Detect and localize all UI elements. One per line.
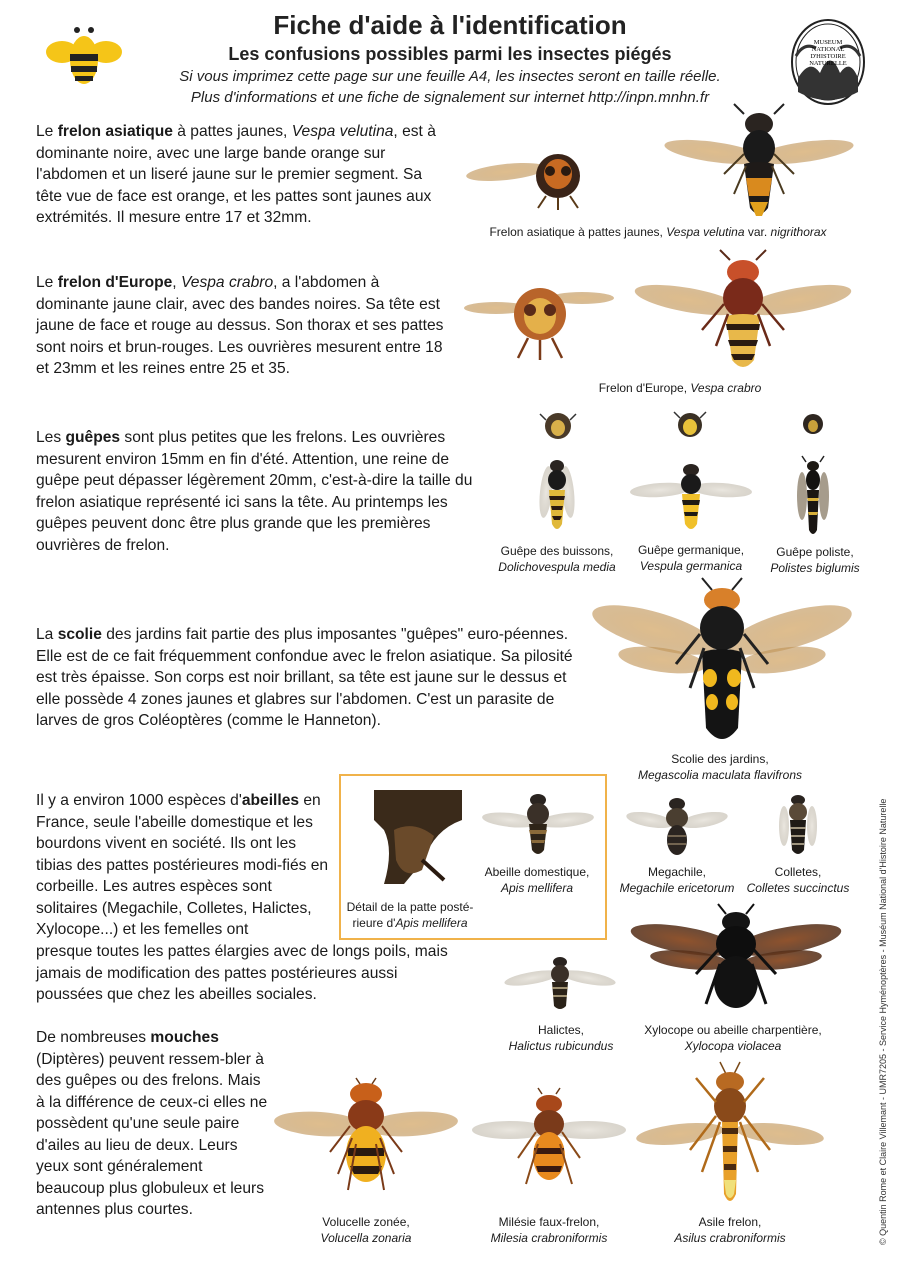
- scolia-paragraph: La scolie des jardins fait partie des plus imposantes "guêpes" euro-péennes. Elle est de ce fait fréquemment confondue avec le frelon asiatique. Sa pilosité est très épaisse. Son corps est noir brillant, sa tête est jaune sur le dessus et elle possède 4 zones jaunes et glabres sur l'abdomen. C'est un parasite de larves de gros Coléoptères (comme le Hanneton).: [36, 626, 573, 729]
- xylocope-image: [634, 904, 838, 1016]
- term-wasps: guêpes: [65, 429, 121, 446]
- caption-colletes: Colletes, Colletes succinctus: [746, 865, 850, 895]
- caption-milesie: Milésie faux-frelon, Milesia crabroniformis: [490, 1215, 608, 1245]
- caption-megachile: Megachile, Megachile ericetorum: [619, 865, 735, 895]
- bees-paragraph-continued: presque toutes les pattes élargies avec de longs poils, mais jamais de modification des pattes postérieures aussi poussées que chez les abeilles sociales.: [36, 943, 448, 1003]
- caption-xylocope: Xylocope ou abeille charpentière, Xylocopa violacea: [644, 1023, 822, 1053]
- seal-text-1: MUSEUM: [813, 39, 843, 46]
- caption-apis: Abeille domestique, Apis mellifera: [484, 865, 590, 895]
- european-hornet-front-image: [466, 280, 612, 360]
- asile-image: [640, 1062, 820, 1208]
- vespula-body-image: [634, 462, 748, 534]
- wasps-paragraph: Les guêpes sont plus petites que les frelons. Les ouvrières mesurent environ 15mm en fin d'été. Attention, une reine de guêpe peut dépasser légèrement 20mm, c'est-à-dire la taille du frelon asiatique représenté ici sans la tête. Au printemps les guêpes peuvent donc être plus grande que les premières ouvrières de frelon.: [36, 429, 473, 554]
- copyright-credit: © Quentin Rome et Claire Villemant - UMR7205 - Service Hyménoptères - Muséum National d'Histoire Naturelle: [878, 798, 888, 1245]
- page-subtitle: Les confusions possibles parmi les insectes piégés: [228, 44, 672, 64]
- caption-volucelle: Volucelle zonée, Volucella zonaria: [320, 1215, 412, 1245]
- megachile-image: [630, 794, 724, 858]
- asian-hornet-paragraph: Le frelon asiatique à pattes jaunes, Vespa velutina, est à dominante noire, avec une large bande orange sur l'abdomen et un liseré jaune sur le premier segment. Sa tête vue de face est orange, et les pattes sont jaunes aux extrémités. Il mesure entre 17 et 32mm.: [36, 123, 436, 226]
- polistes-body-image: [796, 456, 830, 538]
- caption-scolia: Scolie des jardins, Megascolia maculata flavifrons: [637, 752, 803, 782]
- seal-text-3: D'HISTOIRE: [810, 53, 846, 60]
- dolicho-body-image: [534, 458, 580, 534]
- info-note: Plus d'informations et une fiche de signalement sur internet http://inpn.mnhn.fr: [190, 89, 710, 106]
- caption-vespula: Guêpe germanique, Vespula germanica: [637, 543, 745, 573]
- print-note: Si vous imprimez cette page sur une feuille A4, les insectes seront en taille réelle.: [179, 68, 721, 85]
- polistes-head-image: [798, 410, 828, 438]
- vespula-head-image: [672, 408, 708, 442]
- dolicho-head-image: [540, 408, 576, 444]
- term-asian-hornet: frelon asiatique: [57, 123, 173, 140]
- term-bees: abeilles: [241, 792, 300, 809]
- caption-velutina: Frelon asiatique à pattes jaunes, Vespa velutina var. nigrithorax: [489, 225, 827, 239]
- colletes-image: [776, 792, 820, 858]
- halictes-image: [508, 954, 612, 1012]
- term-european-hornet: frelon d'Europe: [57, 274, 173, 291]
- milesie-image: [476, 1088, 622, 1198]
- caption-polistes: Guêpe poliste, Polistes biglumis: [770, 545, 860, 575]
- apis-leg-detail-image: [374, 790, 462, 884]
- caption-dolicho: Guêpe des buissons, Dolichovespula media: [498, 544, 616, 574]
- caption-asile: Asile frelon, Asilus crabroniformis: [674, 1215, 786, 1245]
- flies-paragraph: De nombreuses mouches (Diptères) peuvent ressem-bler à des guêpes ou des frelons. Mais à la différence de ceux-ci elles ne possèdent qu'une seule paire d'ailes au lieu de deux. Leurs yeux sont généralement beaucoup plus globuleux et leurs antennes plus courtes.: [36, 1029, 268, 1218]
- page-title: Fiche d'aide à l'identification: [273, 10, 627, 40]
- caption-crabro: Frelon d'Europe, Vespa crabro: [598, 381, 762, 395]
- asian-hornet-front-image: [466, 144, 606, 210]
- term-scolia: scolie: [57, 626, 102, 643]
- term-flies: mouches: [150, 1029, 219, 1046]
- caption-halictes: Halictes, Halictus rubicundus: [508, 1023, 614, 1053]
- volucelle-image: [278, 1078, 454, 1208]
- apis-image: [486, 790, 590, 858]
- european-hornet-dorsal-image: [636, 250, 850, 374]
- asian-hornet-dorsal-image: [664, 104, 854, 224]
- seal-text-4: NATURELLE: [809, 60, 847, 67]
- seal-text-2: NATIONAL: [811, 46, 845, 53]
- scolia-image: [592, 578, 852, 748]
- caption-detail: Détail de la patte posté- rieure d'Apis mellifera: [346, 900, 474, 930]
- european-hornet-paragraph: Le frelon d'Europe, Vespa crabro, a l'abdomen à dominante jaune clair, avec des bandes noires. Sa tête est jaune de face et rouge au dessus. Son thorax et ses pattes sont noirs et brun-rouges. Les ouvrières mesurent entre 18 et 23mm et les reines entre 25 et 35.: [36, 274, 444, 377]
- bees-paragraph: Il y a environ 1000 espèces d'abeilles en France, seule l'abeille domestique et les bourdons vivent en société. Ils ont les tibias des pattes postérieures modi-fiés en corbeille. Les autres espèces sont solitaires (Megachile, Colletes, Halictes, Xylocope...) et les femelles ont: [36, 792, 329, 938]
